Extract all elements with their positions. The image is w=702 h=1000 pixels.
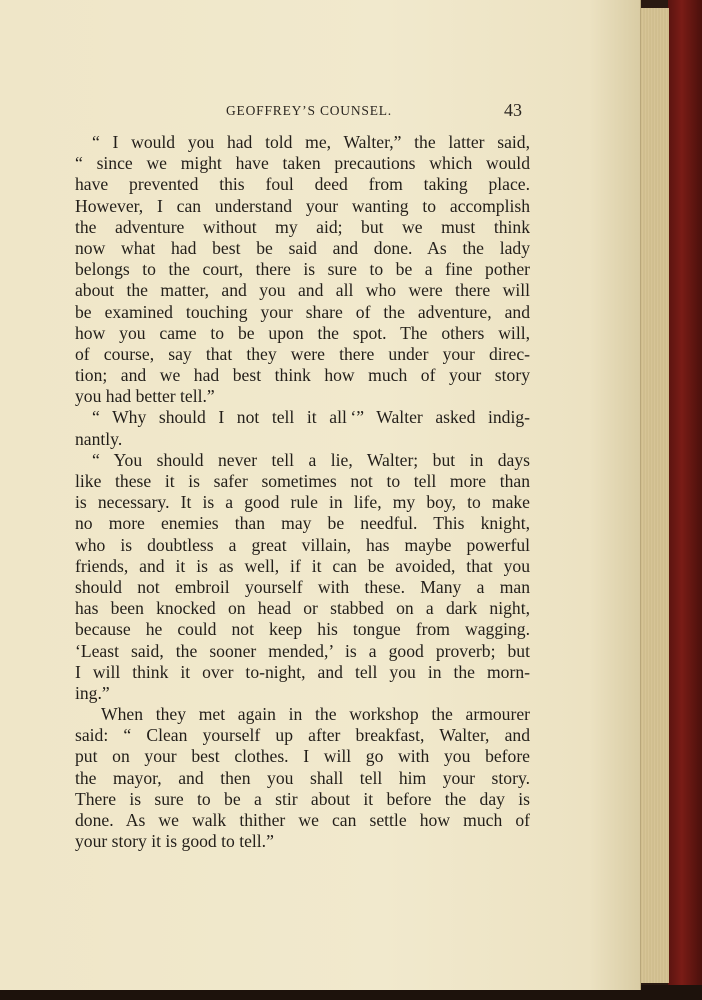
text-line: done. As we walk thither we can settle how much of	[75, 810, 530, 830]
text-line: be examined touching your share of the adventure, and	[75, 301, 530, 322]
chapter-running-title: GEOFFREY’S COUNSEL.	[226, 103, 392, 118]
text-line: I will think it over to-night, and tell you in the morn-	[75, 661, 530, 682]
text-line: ‘Least said, the sooner mended,’ is a good proverb; but	[75, 640, 530, 661]
text-line: now what had best be said and done. As the lady	[75, 237, 530, 258]
text-line: your story it is good to tell.”	[75, 831, 274, 852]
text-line: you had better tell.”	[75, 386, 215, 407]
text-line: “ I would you had told me, Walter,” the latter said,	[92, 132, 530, 152]
text-line: belongs to the court, there is sure to be a fine pother	[75, 259, 530, 280]
text-line: about the matter, and you and all who were there will	[75, 280, 530, 301]
text-line: There is sure to be a stir about it before the day is	[75, 788, 530, 809]
text-line: like these it is safer sometimes not to tell more than	[75, 471, 530, 491]
text-line: the adventure without my aid; but we must think	[75, 216, 530, 237]
text-line: tion; and we had best think how much of your story	[75, 365, 530, 386]
text-line: “ You should never tell a lie, Walter; but in days	[92, 449, 530, 470]
text-line: is necessary. It is a good rule in life, my boy, to make	[75, 492, 530, 513]
body-text	[75, 132, 530, 852]
text-line: “ since we might have taken precautions which would	[75, 153, 530, 174]
text-line: who is doubtless a great villain, has maybe powerful	[75, 534, 530, 555]
text-line: However, I can understand your wanting to accomplish	[75, 195, 530, 216]
text-line: friends, and it is as well, if it can be avoided, that you	[75, 555, 530, 576]
page-number: 43	[504, 100, 522, 120]
text-line: have prevented this foul deed from taking place.	[75, 174, 530, 195]
text-line: ing.”	[75, 682, 110, 703]
text-line: When they met again in the workshop the armourer	[101, 704, 530, 725]
text-line: how you came to be upon the spot. The others will,	[75, 322, 530, 343]
text-line: “ Why should I not tell it all ‘” Walter asked indig-	[92, 407, 530, 428]
text-line: should not embroil yourself with these. Many a man	[75, 576, 530, 597]
text-line: said: “ Clean yourself up after breakfast, Walter, and	[75, 725, 530, 746]
text-line: the mayor, and then you shall tell him your story.	[75, 767, 530, 788]
running-head	[0, 101, 640, 121]
book-cover-edge	[668, 0, 702, 1000]
text-line: nantly.	[75, 428, 123, 449]
text-line: put on your best clothes. I will go with you before	[75, 746, 530, 767]
text-line: because he could not keep his tongue from wagging.	[75, 619, 530, 640]
text-line: has been knocked on head or stabbed on a dark night,	[75, 598, 530, 619]
text-line: no more enemies than may be needful. This knight,	[75, 513, 530, 534]
text-line: of course, say that they were there under your direc-	[75, 343, 530, 364]
